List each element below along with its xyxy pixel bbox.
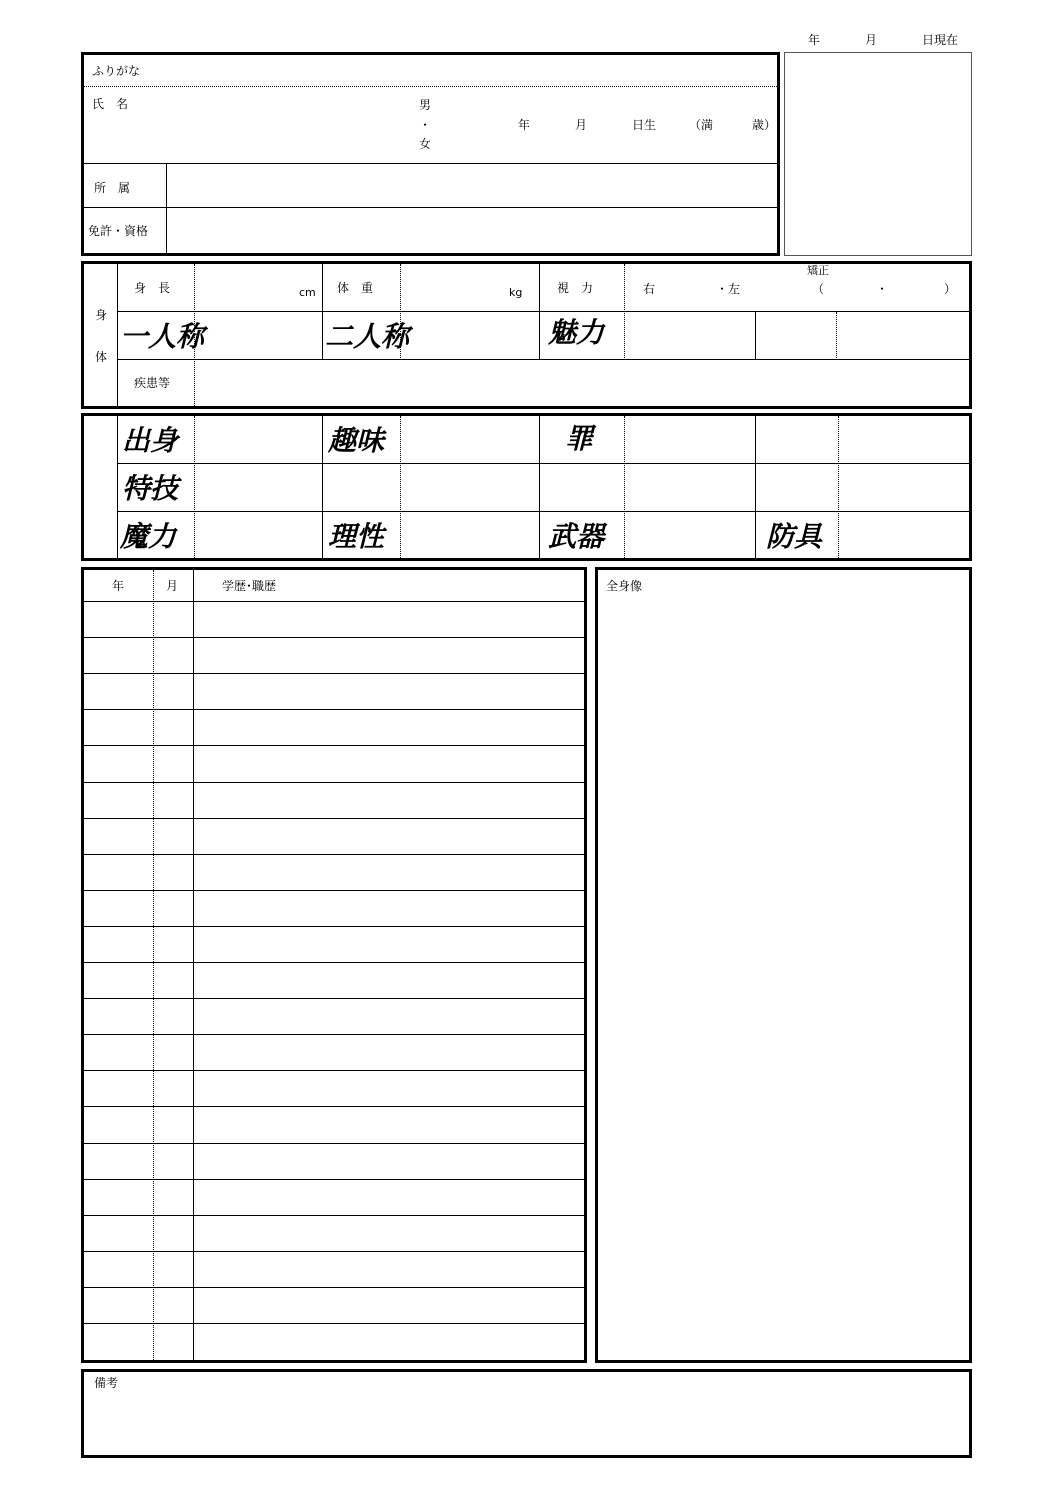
conditions-label: 疾患等: [134, 376, 171, 390]
gender-male[interactable]: 男: [419, 98, 432, 112]
vision-left-label: ・左: [716, 282, 741, 296]
label-column-divider: [166, 164, 167, 253]
second-person-field[interactable]: [404, 314, 534, 356]
portrait-box[interactable]: [595, 567, 972, 1363]
attr-row-divider-1: [118, 463, 969, 464]
furigana-label: ふりがな: [92, 64, 141, 78]
attr-side-divider: [117, 416, 118, 558]
table-row[interactable]: [84, 1071, 584, 1105]
body-side-label-2: 体: [95, 350, 108, 364]
body-side-label-1: 身: [95, 308, 108, 322]
table-row[interactable]: [84, 638, 584, 672]
magic-power-label: 魔力: [120, 520, 177, 553]
attr-col-divider-5: [624, 416, 625, 558]
corrected-label: 矯正: [807, 264, 829, 277]
body-side-divider: [117, 264, 118, 406]
weapon-field[interactable]: [628, 514, 752, 556]
license-field[interactable]: [170, 211, 774, 251]
gender-separator: ・: [419, 118, 432, 132]
name-divider: [84, 163, 777, 164]
skill-field[interactable]: [198, 466, 318, 508]
gender-female[interactable]: 女: [419, 137, 432, 151]
body-row-divider-1: [118, 311, 969, 312]
table-row[interactable]: [84, 1107, 584, 1141]
name-field[interactable]: [160, 92, 400, 158]
birth-month-label: 月: [575, 118, 588, 132]
name-label: 氏 名: [92, 97, 129, 111]
affiliation-label: 所 属: [94, 181, 131, 195]
charm-field[interactable]: [628, 314, 752, 356]
table-row[interactable]: [84, 1216, 584, 1250]
history-month-header: 月: [166, 579, 179, 593]
sin-field[interactable]: [628, 418, 752, 460]
affiliation-divider: [84, 207, 777, 208]
attr-col-divider-3: [400, 416, 401, 558]
body-col-divider-7: [836, 312, 837, 360]
vision-right-label: 右: [643, 282, 656, 296]
history-year-header: 年: [112, 579, 125, 593]
body-col-divider-2: [322, 264, 323, 360]
age-close-label: 歳）: [752, 118, 777, 132]
portrait-label: 全身像: [606, 579, 643, 593]
furigana-divider: [84, 86, 777, 87]
origin-label: 出身: [122, 424, 179, 457]
remarks-box[interactable]: [81, 1369, 972, 1458]
weapon-label: 武器: [548, 520, 605, 553]
armor-field[interactable]: [842, 514, 966, 556]
affiliation-field[interactable]: [170, 168, 774, 204]
sin-label: 罪: [565, 422, 594, 455]
magic-power-field[interactable]: [198, 514, 318, 556]
age-open-label: （満: [689, 118, 714, 132]
origin-field[interactable]: [198, 418, 318, 460]
table-row[interactable]: [84, 602, 584, 636]
weight-field[interactable]: [404, 266, 504, 308]
attr-col-divider-1: [194, 416, 195, 558]
table-row[interactable]: [84, 855, 584, 889]
first-person-field[interactable]: [198, 314, 318, 356]
birth-year-label: 年: [518, 118, 531, 132]
corrected-close: ）: [944, 282, 957, 296]
body-col-divider-5: [624, 264, 625, 360]
furigana-field[interactable]: [200, 60, 760, 82]
attr-col-divider-7: [838, 416, 839, 558]
body-row-divider-2: [118, 359, 969, 360]
remarks-label: 備考: [94, 1376, 119, 1390]
armor-label: 防具: [766, 520, 823, 553]
header-day-as-of: 日現在: [922, 33, 959, 47]
header-month: 月: [865, 33, 878, 47]
attr-col-divider-2: [322, 416, 323, 558]
body-col-divider-6: [755, 312, 756, 360]
vision-label: 視 力: [557, 281, 594, 295]
table-row[interactable]: [84, 783, 584, 817]
skill-label: 特技: [122, 472, 179, 505]
first-person-label: 一人称: [120, 320, 205, 353]
reason-label: 理性: [328, 520, 385, 553]
table-row[interactable]: [84, 1288, 584, 1322]
table-row[interactable]: [84, 1035, 584, 1069]
corrected-open: （: [812, 282, 825, 296]
weight-unit: kg: [509, 286, 523, 299]
table-row[interactable]: [84, 963, 584, 997]
table-row[interactable]: [84, 1180, 584, 1214]
table-row[interactable]: [84, 1144, 584, 1178]
hobby-label: 趣味: [328, 424, 385, 457]
corrected-dot: ・: [876, 282, 889, 296]
attr-row-divider-2: [118, 511, 969, 512]
photo-box[interactable]: [784, 52, 972, 256]
table-row[interactable]: [84, 819, 584, 853]
history-career-header: 学歴･職歴: [222, 579, 277, 593]
table-row[interactable]: [84, 927, 584, 961]
height-field[interactable]: [198, 266, 298, 308]
reason-field[interactable]: [404, 514, 534, 556]
attr-col-divider-4: [539, 416, 540, 558]
table-row[interactable]: [84, 1252, 584, 1286]
table-row[interactable]: [84, 1324, 584, 1358]
table-row[interactable]: [84, 746, 584, 780]
body-col-divider-4: [539, 264, 540, 360]
attr-col-divider-6: [755, 416, 756, 558]
header-year: 年: [808, 33, 821, 47]
birth-day-label: 日生: [632, 118, 657, 132]
table-row[interactable]: [84, 999, 584, 1033]
height-label: 身 長: [134, 281, 171, 295]
table-row[interactable]: [84, 710, 584, 744]
conditions-field[interactable]: [198, 362, 966, 404]
second-person-label: 二人称: [325, 320, 410, 353]
table-row[interactable]: [84, 891, 584, 925]
charm-label: 魅力: [548, 316, 605, 349]
weight-label: 体 重: [337, 281, 374, 295]
height-unit: cm: [299, 286, 316, 299]
license-label: 免許・資格: [88, 224, 149, 238]
hobby-field[interactable]: [404, 418, 534, 460]
table-row[interactable]: [84, 674, 584, 708]
